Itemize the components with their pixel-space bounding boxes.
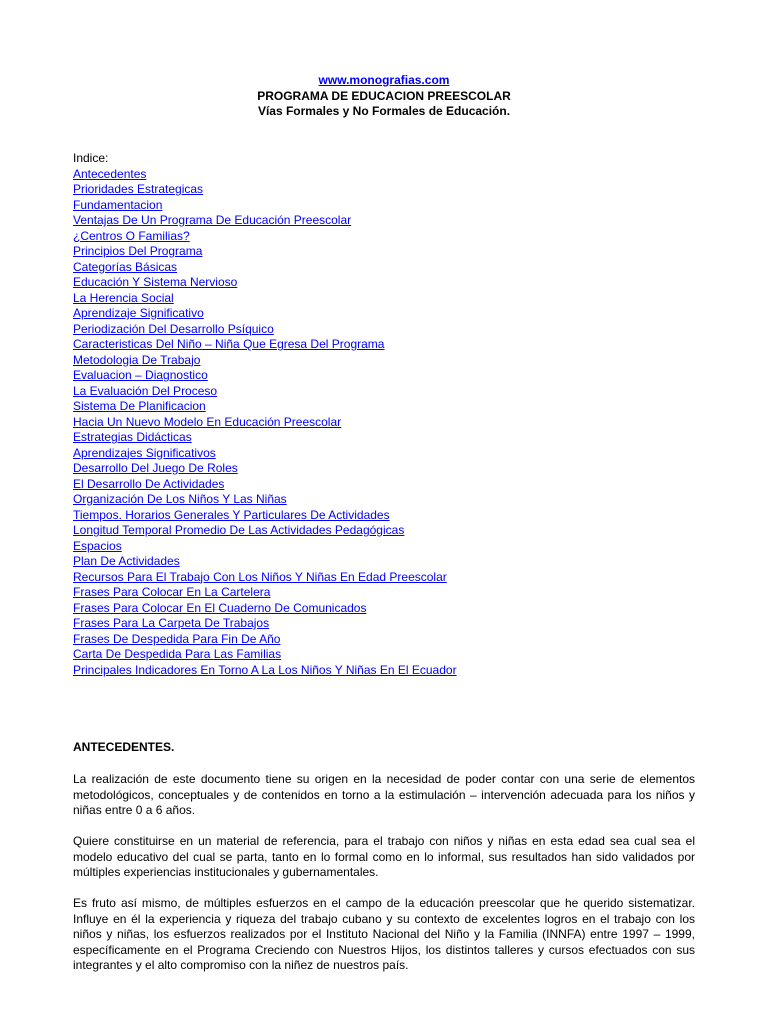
- table-of-contents: [73, 151, 693, 678]
- index-link[interactable]: Fundamentacion: [73, 197, 163, 212]
- index-link[interactable]: Longitud Temporal Promedio De Las Actividades Pedagógicas: [73, 523, 405, 537]
- index-link[interactable]: Carta De Despedida Para Las Familias: [73, 647, 282, 661]
- index-link[interactable]: Evaluacion – Diagnostico: [73, 368, 208, 382]
- document-header: [0, 73, 768, 120]
- index-link[interactable]: Categorías Básicas: [73, 259, 178, 274]
- index-link[interactable]: Hacia Un Nuevo Modelo En Educación Preescolar: [73, 414, 342, 429]
- index-link[interactable]: Organización De Los Niños Y Las Niñas: [73, 492, 287, 506]
- section-heading: ANTECEDENTES.: [73, 740, 175, 754]
- index-link[interactable]: Sistema De Planificacion: [73, 399, 206, 413]
- index-link[interactable]: Estrategias Didácticas: [73, 430, 192, 444]
- index-link[interactable]: Caracteristicas Del Niño – Niña Que Egresa Del Programa: [73, 337, 385, 351]
- document-subtitle: Vías Formales y No Formales de Educación.: [257, 104, 511, 118]
- index-link[interactable]: Ventajas De Un Programa De Educación Preescolar: [73, 213, 352, 227]
- index-link[interactable]: Antecedentes: [73, 166, 147, 181]
- index-link[interactable]: Desarrollo Del Juego De Roles: [73, 461, 238, 475]
- index-link[interactable]: Periodización Del Desarrollo Psíquico: [73, 321, 274, 336]
- paragraph: La realización de este documento tiene su origen en la necesidad de poder contar con una serie de elementos metodológicos, conceptuales y de contenidos en torno a la estimulación – intervención adecuada para los niños y niñas entre 0 a 6 años.: [73, 772, 695, 817]
- index-link[interactable]: Frases De Despedida Para Fin De Año: [73, 631, 281, 646]
- site-link[interactable]: www.monografias.com: [318, 73, 450, 87]
- index-link[interactable]: Frases Para La Carpeta De Trabajos: [73, 616, 270, 630]
- index-link[interactable]: Metodologia De Trabajo: [73, 352, 201, 367]
- index-link[interactable]: Principios Del Programa: [73, 244, 203, 258]
- index-link[interactable]: La Herencia Social: [73, 290, 174, 305]
- index-link[interactable]: Frases Para Colocar En El Cuaderno De Comunicados: [73, 600, 367, 615]
- index-link[interactable]: Tiempos. Horarios Generales Y Particulares De Actividades: [73, 507, 390, 522]
- section-body: [73, 772, 695, 989]
- paragraph: Quiere constituirse en un material de referencia, para el trabajo con niños y niñas en esta edad sea cual sea el modelo educativo del cual se parta, tanto en lo formal como en lo informal, sus resultados han sido validados por múltiples experiencias institucionales y gubernamentales.: [73, 834, 695, 879]
- paragraph: Es fruto así mismo, de múltiples esfuerzos en el campo de la educación preescolar que he querido sistematizar. Influye en él la experiencia y riqueza del trabajo cubano y su contexto de excelentes logros en el trabajo con los niños y niñas, los esfuerzos realizados por el Instituto Nacional del Niño y la Familia (INNFA) entre 1997 – 1999, específicamente en el Programa Creciendo con Nuestros Hijos, los distintos talleres y cursos efectuados con sus integrantes y el alto compromiso con la niñez de nuestros país.: [73, 896, 695, 972]
- index-link[interactable]: Educación Y Sistema Nervioso: [73, 275, 238, 289]
- index-link[interactable]: El Desarrollo De Actividades: [73, 476, 225, 491]
- index-link[interactable]: Espacios: [73, 538, 122, 553]
- index-link[interactable]: Prioridades Estrategicas: [73, 182, 204, 196]
- document-title: PROGRAMA DE EDUCACION PREESCOLAR: [257, 88, 511, 103]
- index-link[interactable]: Aprendizaje Significativo: [73, 306, 204, 320]
- index-link[interactable]: Plan De Actividades: [73, 554, 180, 568]
- index-link[interactable]: Frases Para Colocar En La Cartelera: [73, 585, 271, 599]
- index-link[interactable]: Principales Indicadores En Torno A La Los Niños Y Niñas En El Ecuador: [73, 662, 457, 677]
- index-link[interactable]: Aprendizajes Significativos: [73, 445, 216, 460]
- index-link[interactable]: La Evaluación Del Proceso: [73, 383, 218, 398]
- index-label: Indice:: [73, 151, 109, 165]
- index-link[interactable]: Recursos Para El Trabajo Con Los Niños Y Niñas En Edad Preescolar: [73, 569, 447, 584]
- index-link[interactable]: ¿Centros O Familias?: [73, 228, 190, 243]
